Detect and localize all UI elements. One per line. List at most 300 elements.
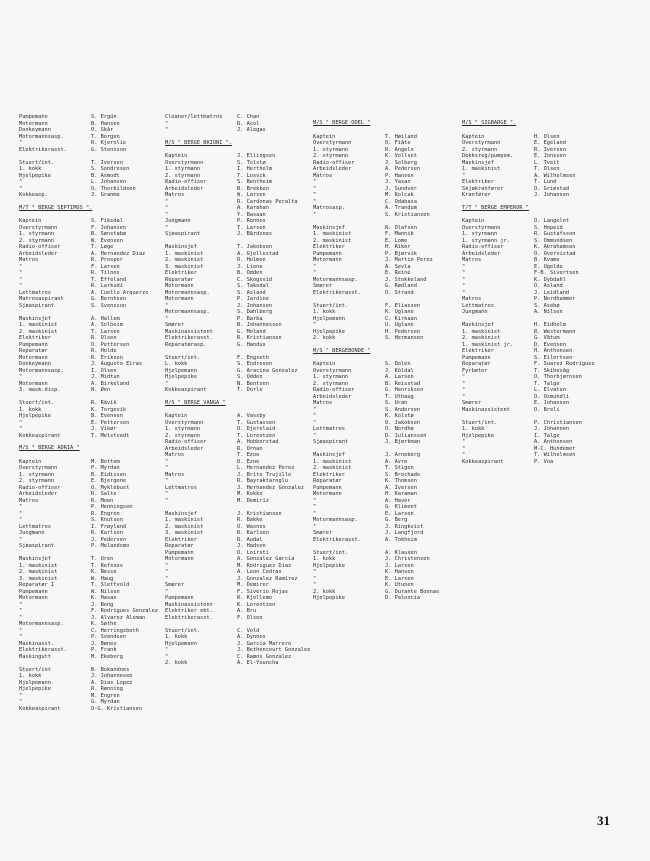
crew-role: Stuert/int. <box>165 627 201 634</box>
crew-name: A. Birkeland <box>91 380 130 387</box>
crew-role: Radio-offiser <box>462 244 504 250</box>
crew-name: R. Kristiansen <box>237 335 282 341</box>
crew-role: Elektriker <box>165 270 197 276</box>
crew-role: " <box>313 185 317 192</box>
crew-name: R. Bayraktaroglu <box>237 478 289 484</box>
crew-role: Matros <box>165 192 185 198</box>
crew-name: R. Acol <box>237 120 260 127</box>
crew-role: " <box>19 699 23 705</box>
crew-name: S. Eilertsen <box>534 354 573 361</box>
crew-name: A. Klausen <box>385 549 417 556</box>
crew-name: O. Nordhø <box>385 426 414 432</box>
crew-role: 1. kokk <box>313 556 336 562</box>
crew-role: " <box>19 263 23 270</box>
crew-role: Motormannsasp. <box>19 621 64 627</box>
crew-role: Overstyrmann <box>165 159 204 166</box>
crew-role: Stuert/int. <box>19 159 55 166</box>
crew-name: B. Odden <box>237 270 263 276</box>
crew-name: S. Brochado <box>385 471 421 478</box>
crew-role: " <box>19 140 23 146</box>
crew-name: T. Skibevåg <box>534 367 570 374</box>
crew-role: Smører <box>313 530 333 536</box>
ship-section <box>19 114 174 199</box>
crew-role: 1. styrmann <box>19 231 55 237</box>
column-4 <box>462 114 617 469</box>
crew-name: R. Olafsen <box>385 224 417 231</box>
crew-name: N. Øen <box>91 387 111 393</box>
crew-name: K. Uglane <box>385 309 414 315</box>
crew-role: Maskinsjef <box>19 556 51 562</box>
crew-role: Pumpemann <box>462 354 491 361</box>
crew-role: 3. maskinist <box>165 530 204 536</box>
crew-role: " <box>19 692 23 699</box>
crew-name: A. Gjellestad <box>237 250 279 257</box>
crew-role: " <box>462 452 466 458</box>
crew-row <box>462 192 617 199</box>
crew-role: Maskinassistent <box>165 328 213 335</box>
crew-name: S. Ergün <box>91 114 117 120</box>
crew-name: K. Lorentzen <box>237 601 276 608</box>
crew-name: H. Karaman <box>385 491 417 497</box>
crew-name: W. Nilsen <box>91 588 120 595</box>
crew-name: F. Johansen <box>91 224 127 231</box>
crew-role: Sjøaspirant <box>165 231 201 237</box>
crew-name: R. Karlsen <box>91 530 123 536</box>
crew-name: R. Karlsen <box>237 530 269 536</box>
crew-role: " <box>19 179 23 185</box>
crew-role: 1. maskinist <box>165 517 204 523</box>
crew-name: S. Bentheim <box>237 179 273 185</box>
crew-row <box>19 706 174 713</box>
crew-role: 2. maskinist <box>313 237 352 244</box>
crew-name: H. Olsen <box>534 133 560 140</box>
crew-name: J. Liene <box>237 263 263 270</box>
crew-role: Donkeymann <box>19 361 51 367</box>
crew-role: Donkeymann <box>19 127 51 133</box>
crew-name: I. Olsen <box>91 367 117 374</box>
crew-role: Hjelpepike <box>19 686 51 692</box>
crew-name: S. Hopeid <box>534 224 563 231</box>
crew-name: S. Svensson <box>91 302 127 309</box>
crew-role: " <box>19 634 23 640</box>
crew-name: A. Gonzalez Garcia <box>237 556 295 562</box>
crew-role: Matros <box>462 257 482 263</box>
crew-role: Hjelpepike <box>313 595 345 601</box>
crew-role: 3. maskinist <box>165 263 204 270</box>
crew-name: J. Ellingsen <box>237 153 276 159</box>
crew-role: Matros <box>19 497 39 504</box>
crew-role: Motormann <box>165 296 194 302</box>
crew-role: Reparatørasp. <box>165 341 207 348</box>
crew-name: A. Leon Cedras <box>237 569 282 575</box>
crew-name: O-G. Kristiansen <box>91 705 143 712</box>
crew-role: 2. styrmann <box>462 146 498 153</box>
ship-section <box>165 140 320 394</box>
crew-role: 2. styrmann <box>313 380 349 387</box>
crew-name: K. Abrahamsen <box>534 244 576 250</box>
crew-role: 1. kokk <box>313 309 336 315</box>
crew-name: C. Vold <box>237 627 260 634</box>
crew-name: J. Christensen <box>385 556 430 562</box>
crew-role: 1. kokk <box>165 634 188 640</box>
crew-role: Kokkeaspirant <box>462 458 504 465</box>
crew-role: " <box>19 283 23 289</box>
crew-role: Overstyrmann <box>19 465 58 471</box>
crew-role: 1. maskinist <box>313 231 352 237</box>
crew-role: " <box>165 380 169 387</box>
crew-name: T. Løge <box>91 244 114 250</box>
crew-name: R. Gustafsson <box>534 231 576 237</box>
crew-role: Smører <box>313 283 333 289</box>
crew-name: S. Sondresen <box>91 166 130 172</box>
crew-role: Pumpemann <box>165 595 194 601</box>
crew-role: Sjøaspirant <box>19 543 55 549</box>
crew-role: 1. kokk <box>19 406 42 413</box>
crew-name: A. Anthonsen <box>534 439 573 445</box>
crew-name: H. Riker <box>385 244 411 250</box>
crew-role: 1. maskinist <box>165 250 204 257</box>
crew-role: Lettmatros <box>462 302 494 309</box>
crew-role: Overstyrmann <box>313 140 352 146</box>
crew-name: A. Tokheim <box>385 536 417 543</box>
crew-name: J. Augusto Eiras <box>91 361 143 367</box>
crew-name: J. Pedersen <box>91 536 127 543</box>
crew-role: Arbeidsleder <box>19 250 58 257</box>
crew-role: " <box>462 387 466 393</box>
crew-role: 2. maskinist <box>313 465 352 471</box>
crew-row <box>462 459 617 466</box>
crew-role: Stuert/int. <box>19 400 55 406</box>
crew-name: K. Thomsen <box>385 478 417 484</box>
crew-name: R. Prosper <box>91 257 123 263</box>
crew-name: S. Uran <box>385 400 408 406</box>
crew-name: A. Karahan <box>237 205 269 211</box>
crew-name: T. Losvik <box>237 172 266 179</box>
crew-name: F. Rodrigues Gonzalez <box>91 608 158 614</box>
crew-role: Cleaner/lettmatros <box>165 114 223 120</box>
crew-name: P. Nordhammer <box>534 296 576 302</box>
ship-heading: M/S " BERGEBONDE " <box>313 347 371 354</box>
crew-name: M. Bottem <box>91 458 120 465</box>
crew-role: Smører <box>462 400 482 406</box>
crew-role: " <box>313 406 317 413</box>
crew-name: M. Demiriz <box>237 497 269 504</box>
crew-name: T. Dorle <box>237 387 263 393</box>
crew-name: G. Våtum <box>534 335 560 341</box>
crew-row <box>165 387 320 394</box>
crew-name: A. Nilsen <box>534 309 563 315</box>
crew-role: Hjelpemann <box>165 640 197 647</box>
crew-name: S. Knutsen <box>91 517 123 523</box>
crew-name: P. Christiansen <box>534 419 582 426</box>
crew-role: Reparatør <box>313 478 342 484</box>
crew-role: Pumpemann <box>165 549 194 556</box>
crew-role: 2. kokk <box>313 335 336 341</box>
crew-role: Fyrbøter <box>462 367 488 374</box>
ship-heading: M/S " BERGE ADRIA " <box>19 445 80 451</box>
crew-name: B. Brekken <box>237 185 269 192</box>
crew-name: K. Utunen <box>385 582 414 588</box>
crew-role: " <box>19 276 23 283</box>
crew-role: 2. maskinist <box>165 523 204 530</box>
crew-role: " <box>19 504 23 510</box>
crew-role: Motormann <box>19 595 48 601</box>
crew-role: 1. kokk <box>462 426 485 432</box>
crew-name: U. Uglane <box>385 322 414 328</box>
crew-name: K. Torgevik <box>91 406 127 413</box>
crew-name: K. Søthe <box>91 621 117 627</box>
crew-role: " <box>165 465 169 471</box>
crew-role: 2. styrmann <box>313 153 349 159</box>
crew-role: Matros <box>313 172 333 179</box>
crew-role: Maskinsjef <box>165 510 197 517</box>
crew-name: A. Larsen <box>385 374 414 380</box>
crew-role: " <box>462 439 466 445</box>
crew-role: " <box>165 458 169 465</box>
ship-section <box>165 400 320 667</box>
crew-name: J. Leidland <box>534 289 570 296</box>
crew-role: 1. styrmann jr. <box>462 237 510 244</box>
crew-name: O. Djerelaid <box>237 426 276 432</box>
ship-section <box>313 348 468 602</box>
crew-role: Arbeidsleder <box>313 166 352 172</box>
crew-name: J. Gonzalez Ramirez <box>237 575 298 582</box>
crew-role: Lettmatros <box>313 426 345 432</box>
crew-role: Motormannsasp. <box>19 367 64 374</box>
crew-role: Stuert/int. <box>462 419 498 426</box>
crew-role: " <box>313 413 317 419</box>
crew-role: Motormann <box>165 556 194 562</box>
crew-name: O. Thorbjørnsen <box>534 374 582 380</box>
crew-name: B. Bokandnes <box>91 666 130 673</box>
crew-role: Kokkeaspirant <box>165 387 207 393</box>
crew-name: R. Ornan <box>237 445 263 452</box>
crew-role: Radio-offiser <box>19 484 61 491</box>
crew-role: " <box>165 497 169 504</box>
crew-role: " <box>313 263 317 270</box>
ship-section <box>19 445 174 712</box>
crew-name: J. Hadson <box>237 543 266 549</box>
crew-role: " <box>165 569 169 575</box>
crew-role: Maskinsjef <box>462 159 494 166</box>
crew-role: Maskinassistent <box>462 406 510 413</box>
crew-role: " <box>462 276 466 283</box>
ship-heading: M/S " SIGBARGE ". <box>462 120 517 126</box>
crew-role: " <box>19 185 23 192</box>
crew-name: A. Solheim <box>91 322 123 328</box>
crew-name: J. Larsen <box>385 562 414 569</box>
crew-role: " <box>19 601 23 608</box>
crew-role: 1. maskinist <box>313 458 352 465</box>
crew-role: Kaptein <box>313 133 336 140</box>
crew-role: Elektriker <box>313 244 345 250</box>
crew-name: J. Stokkeland <box>385 276 427 283</box>
crew-name: E. Larsen <box>385 510 414 517</box>
crew-role: 1. kokk <box>19 166 42 172</box>
crew-name: F. Olsen <box>237 614 263 621</box>
crew-role: Hjelpepike <box>313 562 345 569</box>
crew-name: C. Odabasa <box>385 198 417 205</box>
crew-role: " <box>313 497 317 504</box>
crew-role: Elektrikerasst. <box>313 536 361 543</box>
crew-name: G. Bernhsen <box>91 296 127 302</box>
crew-name: G. Rødland <box>385 283 417 289</box>
crew-role: " <box>462 445 466 452</box>
crew-name: F. Mannik <box>385 231 414 237</box>
crew-name: R. Westermann <box>534 328 576 335</box>
crew-name: A. Dias Lopez <box>91 679 133 686</box>
crew-role: " <box>462 393 466 400</box>
crew-role: Arbeidsleder <box>462 250 501 257</box>
crew-role: " <box>165 647 169 653</box>
crew-role: 1. maskinist jr. <box>462 341 514 348</box>
crew-role: " <box>165 211 169 218</box>
crew-name: J. Alvarez Aleman <box>91 614 146 621</box>
crew-role: 3. mask.disp. <box>19 387 61 393</box>
crew-name: R. Engren <box>91 510 120 517</box>
crew-role: Kokkeasp. <box>19 192 48 198</box>
crew-name: T. Uthaug <box>385 393 414 400</box>
crew-name: H. Anthonsen <box>534 348 573 354</box>
crew-role: Elektriker <box>462 348 494 354</box>
crew-row <box>19 433 174 440</box>
crew-name: G. Henriksen <box>385 387 424 393</box>
crew-name: J. Kristiansen <box>237 510 282 517</box>
crew-role: Maskinassistent <box>165 601 213 608</box>
crew-name: R. Eriksen <box>91 354 123 361</box>
crew-name: R. Iversen <box>534 146 566 153</box>
crew-name: G. Aracina Gonzalez <box>237 367 298 374</box>
crew-name: F. Larsen <box>91 263 120 270</box>
crew-name: T. Refsnes <box>91 562 123 569</box>
crew-name: A. Åvre <box>385 458 408 465</box>
crew-role: " <box>313 523 317 530</box>
crew-role: " <box>165 224 169 231</box>
crew-name: R. Cardonas Peralta <box>237 198 298 205</box>
crew-role: " <box>313 211 317 218</box>
crew-role: " <box>313 419 317 426</box>
crew-role: Elektrikerasst. <box>165 614 213 621</box>
crew-name: K. Hansen <box>385 569 414 575</box>
crew-name: M. Rodriguez Diaz <box>237 562 292 569</box>
crew-role: " <box>19 510 23 517</box>
crew-role: " <box>462 283 466 289</box>
crew-role: Matros <box>313 400 333 406</box>
crew-role: 1. styrmann <box>165 166 201 172</box>
ship-section <box>19 205 174 440</box>
crew-name: P. Hansen <box>385 172 414 179</box>
crew-name: O. Myklebust <box>91 484 130 491</box>
crew-role: Hjelpepike <box>19 413 51 419</box>
crew-name: O. Osmundli <box>534 393 570 400</box>
crew-name: P. Svendsen <box>91 634 127 640</box>
crew-name: J. Bønes <box>91 640 117 647</box>
crew-role: Overstyrmann <box>462 140 501 146</box>
crew-role: Maskinsjef <box>462 322 494 328</box>
ship-section <box>165 114 320 134</box>
crew-name: R. Angelo <box>385 146 414 153</box>
crew-name: C. Herringsboth <box>91 627 139 634</box>
crew-role: Matrosaspirant <box>19 296 64 302</box>
crew-name: T. Olsen <box>534 166 560 172</box>
crew-role: Matros <box>462 296 482 302</box>
crew-name: J. Johansen <box>534 192 570 198</box>
crew-name: S. Odden <box>237 374 263 380</box>
crew-name: W. Haug <box>91 575 114 582</box>
crew-name: L. Elvatun <box>534 387 566 393</box>
column-2 <box>165 114 320 671</box>
crew-name: R. Kjellemo <box>237 595 273 601</box>
ship-heading: T/T " BERGE EMPEROR " <box>462 204 529 211</box>
crew-name: I. Talge <box>534 432 560 439</box>
crew-role: Kranfører <box>462 192 491 198</box>
crew-role: 2. styrmann <box>165 172 201 179</box>
crew-name: S. Kristiansen <box>385 211 430 218</box>
crew-role: " <box>19 517 23 523</box>
crew-name: M. Demirer <box>237 582 269 588</box>
crew-role: Radio-offiser <box>313 159 355 166</box>
crew-role: Matros <box>165 452 185 458</box>
crew-name: T. Uren <box>91 556 114 562</box>
crew-role: Lettmatros <box>19 523 51 530</box>
crew-role: Kaptein <box>313 361 336 367</box>
crew-name: L. Johansen <box>91 179 127 185</box>
crew-role: Stuert/int <box>19 666 51 673</box>
crew-role: Hjelpepike <box>462 432 494 439</box>
crew-name: J. Alegas <box>237 127 266 133</box>
crew-name: B. Reisstad <box>385 380 421 387</box>
crew-role: Kokkeaspirant <box>19 432 61 439</box>
ship-heading: M/S " BERGE ODEL " <box>313 120 371 126</box>
crew-role: Motormann <box>313 257 342 263</box>
crew-role: " <box>165 562 169 569</box>
crew-name: S. Dolen <box>385 361 411 367</box>
crew-name: J. Köldal <box>385 367 414 374</box>
crew-role: Reparatør <box>165 276 194 283</box>
crew-name: M. Engren <box>91 692 120 699</box>
crew-name: F-B. Sivertsen <box>534 270 579 276</box>
crew-role: Reparatør <box>165 543 194 549</box>
crew-name: A. El-Youncha <box>237 660 279 666</box>
crew-name: O. Breli <box>534 406 560 413</box>
crew-name: R. Holde <box>91 348 117 354</box>
crew-name: K. Kolstø <box>385 413 414 419</box>
crew-name: R. Rävik <box>91 400 117 406</box>
crew-name: R. Rønning <box>91 686 123 692</box>
crew-name: T. Larsen <box>91 328 120 335</box>
crew-name: T. Høiland <box>385 133 417 140</box>
crew-name: T. Slettvold <box>91 582 130 588</box>
crew-name: J. Hernandez Gonzalez <box>237 484 304 491</box>
crew-role: 1. maskinist <box>462 166 501 172</box>
crew-name: O. Skår <box>91 127 114 133</box>
crew-name: A. Hallem <box>91 315 120 322</box>
crew-role: Kaptein <box>165 153 188 159</box>
crew-name: S. Ommundsen <box>534 237 573 244</box>
crew-role: 2. maskinist <box>462 335 501 341</box>
crew-name: S. Hermansen <box>385 335 424 341</box>
crew-name: J. Langfjord <box>385 530 424 536</box>
crew-role: Overstyrmann <box>313 367 352 374</box>
crew-role: Motormann <box>19 380 48 387</box>
crew-role: Elektrikerasst. <box>19 647 67 653</box>
crew-role: Motormann <box>19 354 48 361</box>
crew-name: K. Nesse <box>91 569 117 575</box>
crew-role: Matros <box>19 257 39 263</box>
crew-role: " <box>313 192 317 198</box>
crew-role: Hjelpemann <box>313 315 345 322</box>
crew-name: T. Wilhelmsen <box>534 452 576 458</box>
